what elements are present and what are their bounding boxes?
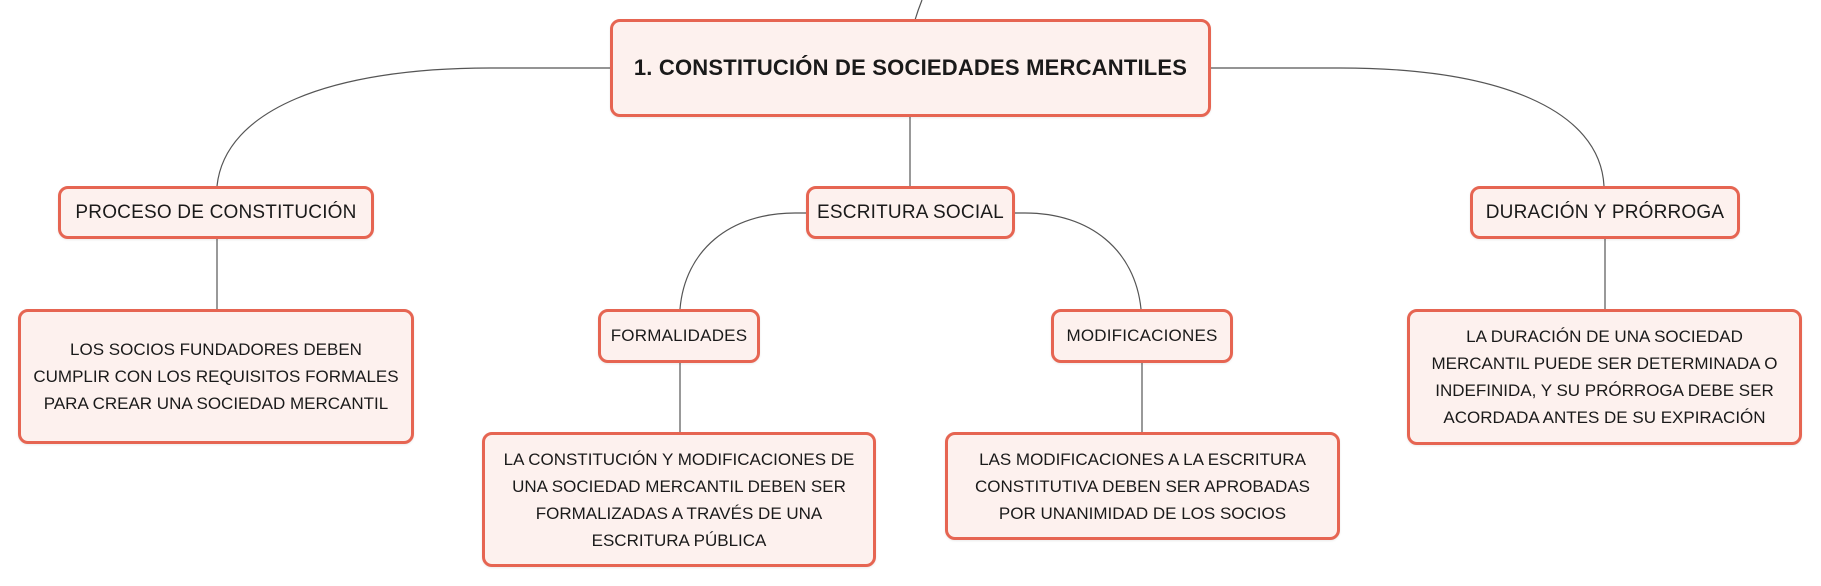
connector-escritura-to-modificaciones — [1014, 213, 1141, 309]
detail-duracion-y-prorroga[interactable] — [1407, 309, 1802, 445]
node-proceso-de-constitucion[interactable] — [58, 186, 374, 239]
node-formalidades-label: FORMALIDADES — [610, 326, 748, 345]
detail-modificaciones-text: LAS MODIFICACIONES A LA ESCRITURA CONSTITUTIVA DEBEN SER APROBADAS POR UNANIMIDAD DE LOS SOCIOS — [974, 449, 1311, 523]
node-modificaciones-label: MODIFICACIONES — [1066, 326, 1218, 345]
detail-formalidades[interactable] — [482, 432, 876, 567]
connector-parent-in — [915, 0, 922, 20]
connector-root-to-duracion — [1211, 68, 1604, 186]
detail-proceso-de-constitucion-text: LOS SOCIOS FUNDADORES DEBEN CUMPLIR CON LOS REQUISITOS FORMALES PARA CREAR UNA SOCIEDAD MERCANTIL — [33, 340, 399, 413]
node-duracion-y-prorroga[interactable] — [1470, 186, 1740, 239]
connector-root-to-proceso — [217, 68, 610, 186]
connector-escritura-to-formalidades — [680, 213, 806, 309]
node-proceso-de-constitucion-label: PROCESO DE CONSTITUCIÓN — [75, 201, 357, 223]
root-node[interactable] — [610, 19, 1211, 117]
detail-proceso-de-constitucion[interactable] — [18, 309, 414, 444]
node-escritura-social-label: ESCRITURA SOCIAL — [817, 201, 1004, 223]
detail-modificaciones[interactable] — [945, 432, 1340, 540]
node-escritura-social[interactable] — [806, 186, 1015, 239]
node-modificaciones[interactable] — [1051, 309, 1233, 363]
root-node-label: 1. CONSTITUCIÓN DE SOCIEDADES MERCANTILES — [633, 55, 1188, 80]
node-duracion-y-prorroga-label: DURACIÓN Y PRÓRROGA — [1485, 201, 1725, 223]
detail-formalidades-text: LA CONSTITUCIÓN Y MODIFICACIONES DE UNA SOCIEDAD MERCANTIL DEBEN SER FORMALIZADAS A TRAVÉS DE UNA ESCRITURA PÚBLICA — [503, 449, 855, 550]
node-formalidades[interactable] — [598, 309, 760, 363]
detail-duracion-y-prorroga-text: LA DURACIÓN DE UNA SOCIEDAD MERCANTIL PUEDE SER DETERMINADA O INDEFINIDA, Y SU PRÓRROGA DEBE SER ACORDADA ANTES DE SU EXPIRACIÓN — [1431, 327, 1778, 427]
